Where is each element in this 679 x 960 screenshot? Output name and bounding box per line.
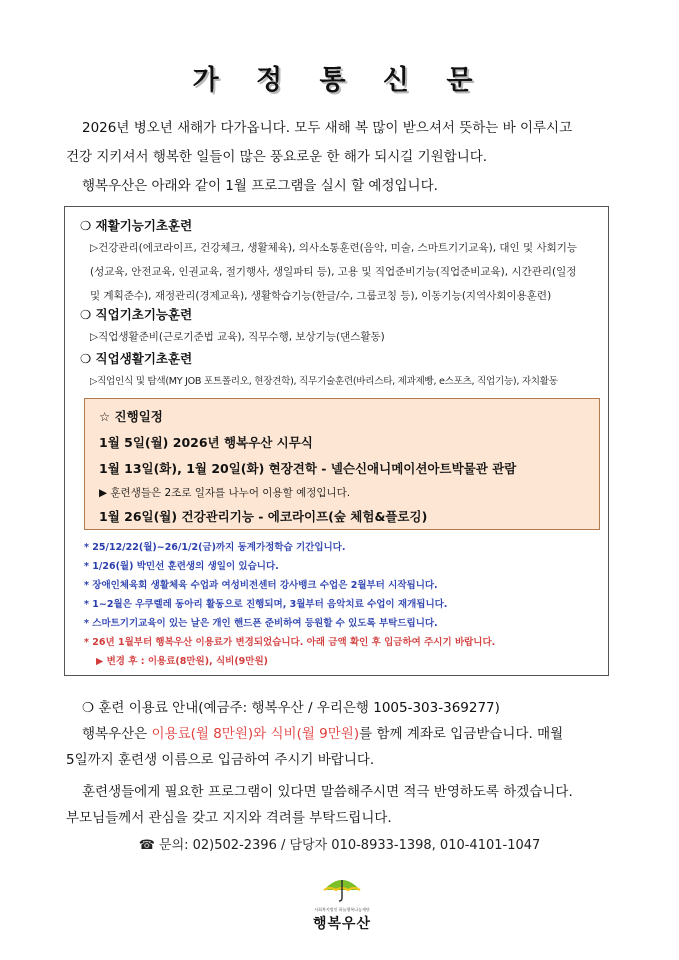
intro-line-1: 2026년 병오년 새해가 다가옵니다. 모두 새해 복 많이 받으셔서 뜻하는 바 이루시고 <box>82 120 573 136</box>
program-line: ▷직업생활준비(근로기준법 교육), 직무수행, 보상기능(댄스활동) <box>90 331 385 343</box>
logo-org: 사회복지법인 하늘행복나눔재단 <box>314 907 370 912</box>
fee-post: 를 함께 계좌로 입금받습니다. 매월 <box>359 726 564 742</box>
note-item: * 1/26(월) 박민선 훈련생의 생일이 있습니다. <box>84 561 279 572</box>
program-heading-vocational-basic: ❍ 직업기초기능훈련 <box>80 307 193 322</box>
intro-line-3: 행복우산은 아래와 같이 1월 프로그램을 실시 할 예정입니다. <box>82 178 438 194</box>
schedule-item-2: 1월 13일(화), 1월 20일(화) 현장견학 - 넬슨신애니메이션아트박물관 관람 <box>99 461 517 476</box>
schedule-item-3: 1월 26일(월) 건강관리기능 - 에코라이프(숲 체험&플로깅) <box>99 509 428 524</box>
program-body-vocational-life <box>90 370 558 394</box>
fee-line-2: 5일까지 훈련생 이름으로 입금하여 주시기 바랍니다. <box>66 752 375 768</box>
program-heading-rehab: ❍ 재활기능기초훈련 <box>80 218 193 233</box>
notes-list <box>84 538 604 671</box>
schedule-item-1: 1월 5일(월) 2026년 행복우산 시무식 <box>99 435 313 450</box>
fee-pre: 행복우산은 <box>82 726 152 742</box>
note-item: * 1~2월은 우쿠렐레 동아리 활동으로 진행되며, 3월부터 음악치료 수업이 재개됩니다. <box>84 599 448 610</box>
fee-heading: ❍ 훈련 이용료 안내(예금주: 행복우산 / 우리은행 1005-303-369277) <box>82 700 500 716</box>
program-line: ▷건강관리(에코라이프, 건강체크, 생활체육), 의사소통훈련(음악, 미술, 스마트기기교육), 대인 및 사회기능 <box>90 242 578 254</box>
program-line: ▷직업인식 및 탐색(MY JOB 포트폴리오, 현장견학), 직무기술훈련(바리스타, 제과제빵, e스포츠, 직업기능), 자치활동 <box>90 376 558 387</box>
fee-line-1 <box>82 722 563 742</box>
fee-change-notice: * 26년 1월부터 행복우산 이용료가 변경되었습니다. 아래 금액 확인 후 입금하여 주시기 바랍니다. <box>84 637 496 648</box>
note-item: * 25/12/22(월)~26/1/2(금)까지 동계가정학습 기간입니다. <box>84 542 346 553</box>
fee-change-detail: ▶ 변경 후 : 이용료(8만원), 식비(9만원) <box>96 656 268 667</box>
program-body-rehab <box>90 236 577 308</box>
program-line: (성교육, 안전교육, 인권교육, 절기행사, 생일파티 등), 고용 및 직업준비기능(직업준비교육), 시간관리(일정 <box>90 266 577 278</box>
umbrella-icon <box>322 876 362 902</box>
closing-line-1: 훈련생들에게 필요한 프로그램이 있다면 말씀해주시면 적극 반영하도록 하겠습니다. <box>82 784 573 800</box>
schedule-title: ☆ 진행일정 <box>99 409 163 424</box>
program-heading-vocational-life: ❍ 직업생활기초훈련 <box>80 351 193 366</box>
fee-highlight: 이용료(월 8만원)와 식비(월 9만원) <box>151 726 360 742</box>
schedule-note: ▶ 훈련생들은 2조로 일자를 나누어 이용할 예정입니다. <box>99 487 351 499</box>
logo <box>296 876 388 933</box>
page-title: 가 정 통 신 문 <box>192 65 487 96</box>
program-line: 및 계획준수), 재정관리(경제교육), 생활학습기능(한글/수, 그룹코칭 등), 이동기능(지역사회이용훈련) <box>90 290 552 302</box>
closing-line-2: 부모님들께서 관심을 갖고 지지와 격려를 부탁드립니다. <box>66 810 392 826</box>
note-item: * 스마트기기교육이 있는 날은 개인 핸드폰 준비하여 등원할 수 있도록 부탁드립니다. <box>84 618 438 629</box>
note-item: * 장애인체육회 생활체육 수업과 여성비전센터 강사뱅크 수업은 2월부터 시작됩니다. <box>84 580 438 591</box>
logo-name: 행복우산 <box>312 916 372 932</box>
schedule-box <box>84 398 600 530</box>
program-body-vocational-basic <box>90 325 385 349</box>
intro-line-2: 건강 지키셔서 행복한 일들이 많은 풍요로운 한 해가 되시길 기원합니다. <box>66 149 488 165</box>
contact-info: ☎ 문의: 02)502-2396 / 담당자 010-8933-1398, 010-4101-1047 <box>138 838 541 853</box>
